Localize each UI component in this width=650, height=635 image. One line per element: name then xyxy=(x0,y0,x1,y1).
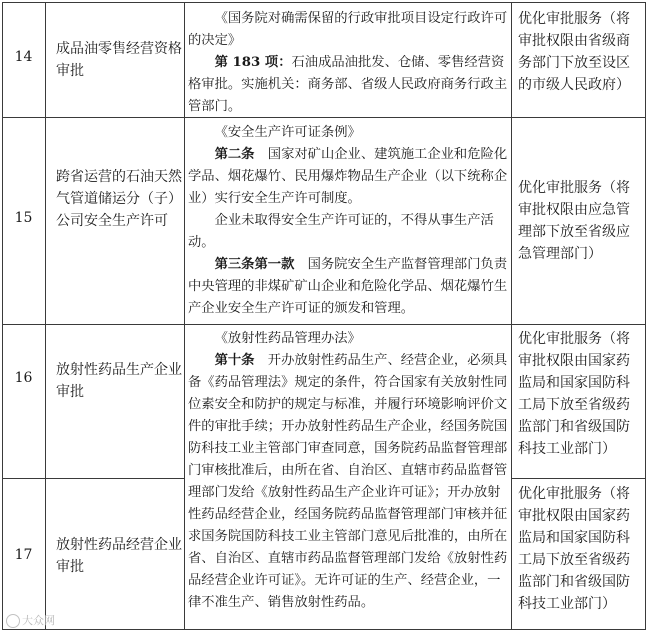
col-border-right xyxy=(645,2,646,630)
reform-method: 优化审批服务（将审批权限由国家药监局和国家国防科工局下放至省级药监部门和省级国防科技工业部门） xyxy=(518,331,630,457)
approval-items-table xyxy=(2,2,646,630)
basis-lead: 第二条 xyxy=(214,147,255,162)
row-number: 14 xyxy=(14,49,33,65)
basis-lead: 第十条 xyxy=(214,353,255,368)
row-number: 16 xyxy=(14,370,33,386)
watermark xyxy=(6,612,55,628)
shared-legal-basis xyxy=(188,328,508,614)
watermark-text: 大众网 xyxy=(22,614,55,627)
row-border-top xyxy=(2,2,646,3)
row-border-bottom xyxy=(2,629,646,630)
item-name: 跨省运营的石油天然气管道储运分（子）公司安全生产许可 xyxy=(56,169,182,229)
row-border-16-17-left xyxy=(2,478,184,479)
row-number: 15 xyxy=(14,210,33,226)
basis-text: 国家对矿山企业、建筑施工企业和危险化学品、烟花爆竹、民用爆炸物品生产企业（以下统称企业）实行安全生产许可制度。 xyxy=(188,147,508,206)
col-border-2 xyxy=(184,2,185,630)
row-border-15-16 xyxy=(2,324,646,325)
legal-basis xyxy=(188,122,508,320)
basis-text: 国务院安全生产监督管理部门负责中央管理的非煤矿矿山企业和危险化学品、烟花爆竹生产企业安全生产许可证的颁发和管理。 xyxy=(188,257,508,316)
row-border-16-17-right xyxy=(511,478,646,479)
row-number: 17 xyxy=(14,547,33,563)
basis-lead: 第 183 项： xyxy=(214,55,292,70)
item-name: 成品油零售经营资格审批 xyxy=(56,41,182,79)
basis-text: 石油成品油批发、仓储、零售经营资格审批。实施机关：商务部、省级人民政府商务行政主管部门。 xyxy=(188,55,508,114)
reform-method: 优化审批服务（将审批权限由应急管理部下放至省级应急管理部门） xyxy=(518,180,630,262)
basis-text: 企业未取得安全生产许可证的，不得从事生产活动。 xyxy=(188,213,494,250)
item-name: 放射性药品经营企业审批 xyxy=(56,537,182,575)
col-border-left xyxy=(2,2,3,630)
legal-basis xyxy=(188,8,508,118)
basis-lead: 第三条第一款 xyxy=(214,257,295,272)
basis-text: 《安全生产许可证条例》 xyxy=(214,125,361,140)
col-border-3 xyxy=(511,2,512,630)
basis-text: 《放射性药品管理办法》 xyxy=(214,331,361,346)
reform-method: 优化审批服务（将审批权限由省级商务部门下放至设区的市级人民政府） xyxy=(518,11,630,93)
col-border-1 xyxy=(45,2,46,630)
watermark-logo-icon xyxy=(6,614,20,628)
basis-text: 开办放射性药品生产、经营企业，必须具备《药品管理法》规定的条件，符合国家有关放射性同位素安全和防护的规定与标准，并履行环境影响评价文件的审批手续；开办放射性药品生产企业，经国务院国防科技工业主管部门审查同意，国务院药品监督管理部门审核批准后，由所在省、自治区、直辖市药品监督管理部门发给《放射性药品生产企业许可证》；开办放射性药品经营企业，经国务院药品监督管理部门审核并征求国务院国防科技工业主管部门意见后批准的，由所在省、自治区、直辖市药品监督管理部门发给《放射性药品经营企业许可证》。无许可证的生产、经营企业，一律不准生产、销售放射性药品。 xyxy=(188,353,508,610)
item-name: 放射性药品生产企业审批 xyxy=(56,362,182,400)
reform-method: 优化审批服务（将审批权限由国家药监局和国家国防科工局下放至省级药监部门和省级国防科技工业部门） xyxy=(518,486,630,612)
basis-text: 《国务院对确需保留的行政审批项目设定行政许可的决定》 xyxy=(188,11,508,48)
